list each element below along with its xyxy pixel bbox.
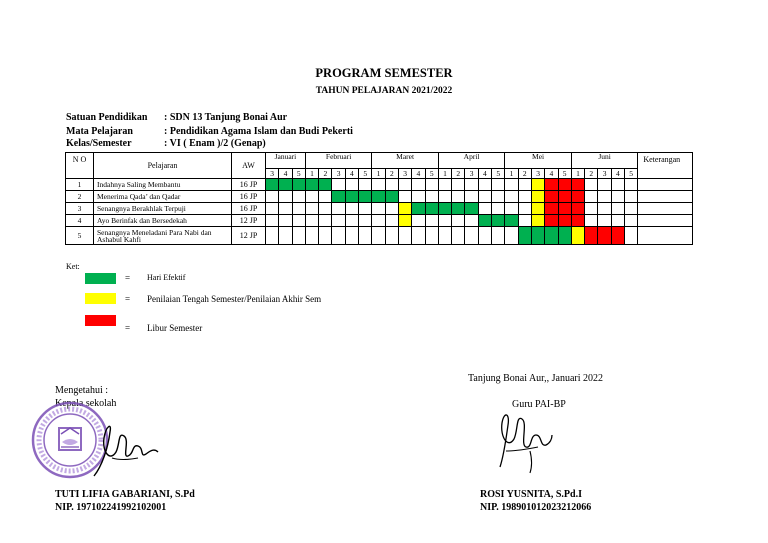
week-cell <box>452 215 465 227</box>
week-cell <box>279 203 292 215</box>
table-row <box>66 179 693 191</box>
week-cell <box>598 203 611 215</box>
week-cell <box>332 215 345 227</box>
week-cell <box>478 179 491 191</box>
week-cell <box>305 227 318 245</box>
week-cell <box>266 215 279 227</box>
week-cell <box>625 191 638 203</box>
legend-swatch-green <box>85 273 116 284</box>
cell-aw: 12 JP <box>232 215 266 227</box>
week-cell <box>425 227 438 245</box>
week-number-cell: 3 <box>465 169 478 179</box>
legend-eq-green: = <box>125 273 131 283</box>
week-cell <box>345 215 358 227</box>
sig-left-mengetahui: Mengetahui : <box>55 385 109 396</box>
week-cell <box>305 203 318 215</box>
info-kelas <box>66 138 266 149</box>
week-cell <box>292 227 305 245</box>
week-cell <box>438 227 451 245</box>
week-cell <box>505 215 518 227</box>
sig-right-role: Guru PAI-BP <box>512 399 566 410</box>
info-kelas-label: Kelas/Semester <box>66 138 132 149</box>
week-cell <box>292 179 305 191</box>
week-number-cell: 4 <box>412 169 425 179</box>
sig-left-name: TUTI LIFIA GABARIANI, S.Pd <box>55 489 195 500</box>
week-cell <box>425 179 438 191</box>
cell-aw: 16 JP <box>232 179 266 191</box>
week-cell <box>372 227 385 245</box>
info-mapel <box>66 126 353 137</box>
week-cell <box>452 179 465 191</box>
cell-keterangan <box>638 203 693 215</box>
week-cell <box>571 215 584 227</box>
week-cell <box>585 179 598 191</box>
week-cell <box>558 191 571 203</box>
week-cell <box>531 215 544 227</box>
week-cell <box>571 203 584 215</box>
week-number-cell: 4 <box>345 169 358 179</box>
week-cell <box>465 227 478 245</box>
week-cell <box>492 191 505 203</box>
cell-pelajaran: Ayo Berinfak dan Bersedekah <box>94 215 232 227</box>
cell-keterangan <box>638 227 693 245</box>
week-cell <box>598 227 611 245</box>
week-number-cell: 5 <box>625 169 638 179</box>
week-cell <box>625 215 638 227</box>
week-number-cell: 4 <box>478 169 491 179</box>
week-cell <box>345 179 358 191</box>
week-cell <box>412 203 425 215</box>
week-cell <box>478 215 491 227</box>
month-header: April <box>438 153 504 169</box>
week-cell <box>385 179 398 191</box>
week-number-cell: 5 <box>292 169 305 179</box>
cell-aw: 16 JP <box>232 203 266 215</box>
legend-eq-yellow: = <box>125 294 131 304</box>
week-cell <box>412 227 425 245</box>
sig-right-nip: NIP. 198901012023212066 <box>480 502 592 513</box>
week-cell <box>492 203 505 215</box>
table-row <box>66 227 693 245</box>
week-cell <box>531 179 544 191</box>
week-cell <box>412 215 425 227</box>
week-cell <box>412 179 425 191</box>
week-number-cell: 3 <box>332 169 345 179</box>
month-header: Januari <box>266 153 306 169</box>
cell-aw: 12 JP <box>232 227 266 245</box>
cell-no: 4 <box>66 215 94 227</box>
week-cell <box>359 227 372 245</box>
week-cell <box>398 203 411 215</box>
week-cell <box>305 179 318 191</box>
week-cell <box>425 191 438 203</box>
week-number-cell: 2 <box>585 169 598 179</box>
week-cell <box>545 227 558 245</box>
week-cell <box>438 191 451 203</box>
week-cell <box>385 227 398 245</box>
week-cell <box>305 191 318 203</box>
legend-swatch-yellow <box>85 293 116 304</box>
week-cell <box>425 215 438 227</box>
week-cell <box>385 203 398 215</box>
week-cell <box>319 215 332 227</box>
week-number-cell: 3 <box>266 169 279 179</box>
week-number-cell: 3 <box>398 169 411 179</box>
signature-right <box>492 405 554 475</box>
cell-aw: 16 JP <box>232 191 266 203</box>
info-satuan <box>66 112 287 123</box>
week-cell <box>598 179 611 191</box>
week-cell <box>505 191 518 203</box>
week-cell <box>611 203 624 215</box>
cell-keterangan <box>638 191 693 203</box>
week-cell <box>385 215 398 227</box>
week-cell <box>398 179 411 191</box>
legend-text-penilaian: Penilaian Tengah Semester/Penilaian Akhir Sem <box>147 294 322 304</box>
sig-left-role: Kepala sekolah <box>55 398 117 409</box>
week-number-cell: 3 <box>598 169 611 179</box>
week-number-cell: 1 <box>372 169 385 179</box>
sig-left-nip: NIP. 197102241992102001 <box>55 502 167 513</box>
week-cell <box>332 227 345 245</box>
week-cell <box>332 179 345 191</box>
month-header: Mei <box>505 153 571 169</box>
week-cell <box>345 203 358 215</box>
legend-text-efektif: Hari Efektif <box>147 273 186 282</box>
week-cell <box>398 191 411 203</box>
week-cell <box>438 203 451 215</box>
cell-keterangan <box>638 215 693 227</box>
week-cell <box>385 191 398 203</box>
week-cell <box>625 227 638 245</box>
week-number-cell: 2 <box>385 169 398 179</box>
week-cell <box>359 191 372 203</box>
cell-no: 2 <box>66 191 94 203</box>
program-semester-table <box>65 152 693 245</box>
week-cell <box>585 203 598 215</box>
week-cell <box>452 227 465 245</box>
week-cell <box>545 215 558 227</box>
week-cell <box>465 191 478 203</box>
week-cell <box>545 203 558 215</box>
week-cell <box>319 191 332 203</box>
week-cell <box>478 191 491 203</box>
week-cell <box>372 215 385 227</box>
week-cell <box>266 203 279 215</box>
week-cell <box>359 203 372 215</box>
week-cell <box>505 203 518 215</box>
week-cell <box>372 203 385 215</box>
week-number-cell: 1 <box>505 169 518 179</box>
legend-text-libur: Libur Semester <box>147 323 203 333</box>
week-cell <box>279 227 292 245</box>
week-number-cell: 4 <box>279 169 292 179</box>
week-cell <box>372 191 385 203</box>
week-cell <box>505 227 518 245</box>
cell-pelajaran: Senangnya Berakhlak Terpuji <box>94 203 232 215</box>
week-number-cell: 2 <box>518 169 531 179</box>
week-cell <box>398 227 411 245</box>
info-mapel-value: : Pendidikan Agama Islam dan Budi Pekerti <box>164 126 353 137</box>
week-cell <box>398 215 411 227</box>
week-cell <box>452 191 465 203</box>
col-header-aw: AW <box>232 153 266 179</box>
week-cell <box>438 215 451 227</box>
table-row <box>66 203 693 215</box>
week-cell <box>492 227 505 245</box>
week-cell <box>452 203 465 215</box>
week-cell <box>465 203 478 215</box>
week-cell <box>319 227 332 245</box>
info-kelas-value: : VI ( Enam )/2 (Genap) <box>164 138 266 149</box>
week-number-cell: 5 <box>492 169 505 179</box>
week-cell <box>279 191 292 203</box>
week-cell <box>558 215 571 227</box>
month-header: Februari <box>305 153 371 169</box>
week-number-cell: 1 <box>571 169 584 179</box>
week-number-cell: 2 <box>452 169 465 179</box>
cell-pelajaran: Indahnya Saling Membantu <box>94 179 232 191</box>
week-cell <box>478 227 491 245</box>
week-cell <box>585 215 598 227</box>
week-cell <box>332 203 345 215</box>
week-cell <box>478 203 491 215</box>
week-cell <box>425 203 438 215</box>
week-cell <box>518 227 531 245</box>
week-number-cell: 5 <box>425 169 438 179</box>
week-cell <box>359 215 372 227</box>
week-cell <box>266 179 279 191</box>
week-number-cell: 2 <box>319 169 332 179</box>
sig-right-place-date: Tanjung Bonai Aur,, Januari 2022 <box>468 373 603 384</box>
cell-no: 1 <box>66 179 94 191</box>
week-cell <box>545 179 558 191</box>
week-cell <box>585 191 598 203</box>
week-cell <box>571 191 584 203</box>
month-header: Maret <box>372 153 438 169</box>
week-cell <box>531 227 544 245</box>
week-cell <box>266 227 279 245</box>
week-cell <box>319 203 332 215</box>
week-cell <box>465 179 478 191</box>
week-cell <box>279 215 292 227</box>
week-cell <box>531 203 544 215</box>
week-cell <box>611 179 624 191</box>
legend-swatch-red <box>85 315 116 326</box>
page-subtitle: TAHUN PELAJARAN 2021/2022 <box>315 86 453 96</box>
week-cell <box>332 191 345 203</box>
week-cell <box>558 227 571 245</box>
cell-pelajaran: Menerima Qada’ dan Qadar <box>94 191 232 203</box>
week-cell <box>345 227 358 245</box>
week-number-cell: 4 <box>545 169 558 179</box>
week-cell <box>518 215 531 227</box>
month-header: Juni <box>571 153 637 169</box>
week-cell <box>611 191 624 203</box>
cell-pelajaran: Senangnya Meneladani Para Nabi dan Ashabul Kahfi <box>94 227 232 245</box>
week-cell <box>319 179 332 191</box>
table-row <box>66 215 693 227</box>
page-title: PROGRAM SEMESTER <box>315 66 453 80</box>
week-cell <box>292 191 305 203</box>
week-cell <box>585 227 598 245</box>
week-cell <box>558 179 571 191</box>
sig-right-name: ROSI YUSNITA, S.Pd.I <box>480 489 582 500</box>
legend-ket-label: Ket: <box>66 262 80 271</box>
week-cell <box>598 191 611 203</box>
week-cell <box>292 203 305 215</box>
week-cell <box>518 179 531 191</box>
week-cell <box>438 179 451 191</box>
col-header-keterangan: Keterangan <box>638 153 693 179</box>
week-cell <box>345 191 358 203</box>
week-cell <box>558 203 571 215</box>
week-cell <box>372 179 385 191</box>
week-cell <box>412 191 425 203</box>
week-cell <box>279 179 292 191</box>
week-cell <box>359 179 372 191</box>
week-cell <box>518 191 531 203</box>
week-cell <box>611 227 624 245</box>
week-number-cell: 1 <box>438 169 451 179</box>
week-cell <box>505 179 518 191</box>
week-number-cell: 5 <box>359 169 372 179</box>
info-mapel-label: Mata Pelajaran <box>66 126 133 137</box>
week-cell <box>545 191 558 203</box>
week-cell <box>571 227 584 245</box>
week-cell <box>531 191 544 203</box>
week-cell <box>571 179 584 191</box>
week-number-cell: 4 <box>611 169 624 179</box>
week-cell <box>465 215 478 227</box>
week-cell <box>598 215 611 227</box>
week-number-cell: 5 <box>558 169 571 179</box>
info-satuan-value: : SDN 13 Tanjung Bonai Aur <box>164 112 288 123</box>
signature-left <box>88 418 160 480</box>
table-row <box>66 191 693 203</box>
week-cell <box>305 215 318 227</box>
cell-no: 5 <box>66 227 94 245</box>
cell-keterangan <box>638 179 693 191</box>
week-cell <box>518 203 531 215</box>
week-cell <box>266 191 279 203</box>
week-number-cell: 3 <box>531 169 544 179</box>
week-cell <box>292 215 305 227</box>
week-cell <box>492 215 505 227</box>
cell-no: 3 <box>66 203 94 215</box>
week-number-cell: 1 <box>305 169 318 179</box>
legend-eq-red: = <box>125 323 131 333</box>
col-header-pelajaran: Pelajaran <box>94 153 232 179</box>
week-cell <box>625 179 638 191</box>
info-satuan-label: Satuan Pendidikan <box>66 112 148 123</box>
col-header-no: N O <box>66 153 94 179</box>
week-cell <box>611 215 624 227</box>
week-cell <box>625 203 638 215</box>
week-cell <box>492 179 505 191</box>
